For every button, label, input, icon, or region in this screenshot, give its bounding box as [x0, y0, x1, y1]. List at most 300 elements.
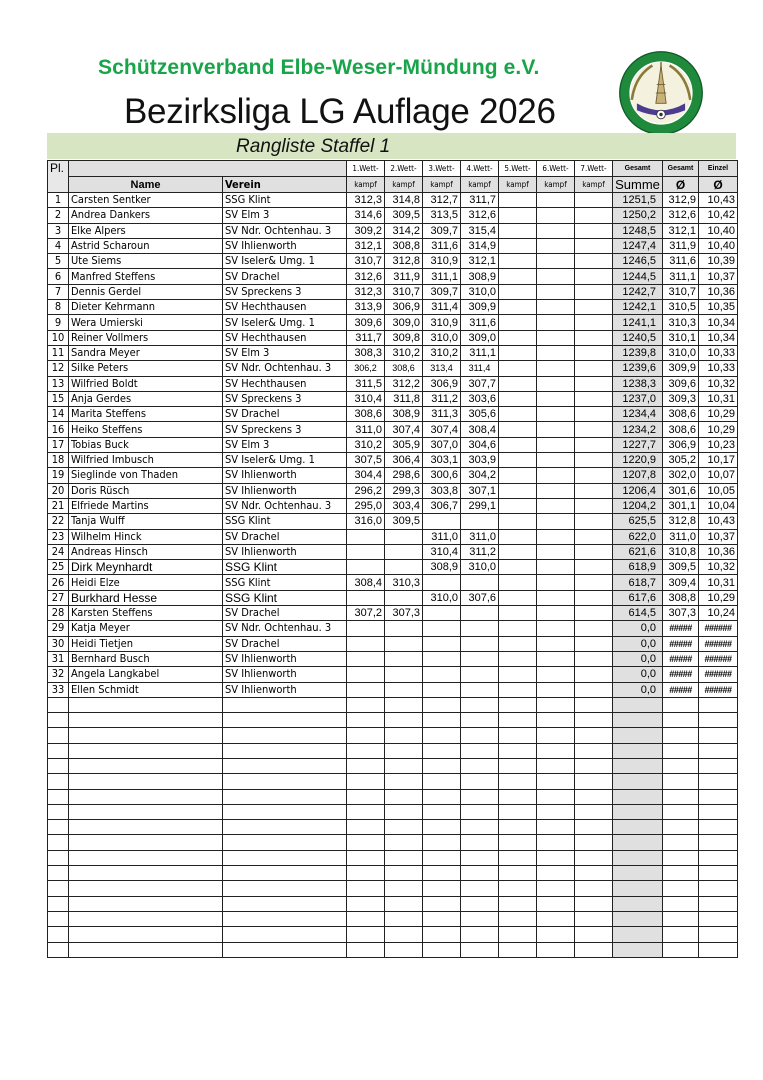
einzel-avg-cell: 10,39 — [699, 254, 738, 269]
empty-cell — [347, 804, 385, 819]
score-cell-wk6 — [537, 453, 575, 468]
score-cell-wk6 — [537, 606, 575, 621]
verein-cell: SV Ndr. Ochtenhau. 3 — [223, 498, 347, 513]
score-cell-wk6 — [537, 667, 575, 682]
avg-cell: 308,6 — [663, 422, 699, 437]
empty-cell — [699, 743, 738, 758]
score-cell-wk7 — [575, 284, 613, 299]
empty-cell — [347, 774, 385, 789]
table-row — [48, 544, 738, 559]
col-header-kampf: kampf — [575, 177, 613, 193]
score-cell-wk6 — [537, 208, 575, 223]
verein-cell: SV Ndr. Ochtenhau. 3 — [223, 621, 347, 636]
score-cell-wk2: 309,0 — [385, 315, 423, 330]
empty-cell — [347, 881, 385, 896]
empty-cell — [347, 743, 385, 758]
empty-cell — [385, 743, 423, 758]
empty-cell — [663, 758, 699, 773]
table-row — [48, 269, 738, 284]
verein-cell: SV Iseler& Umg. 1 — [223, 254, 347, 269]
empty-cell — [423, 728, 461, 743]
empty-cell — [461, 697, 499, 712]
score-cell-wk3: 312,7 — [423, 193, 461, 208]
score-cell-wk3: 303,8 — [423, 483, 461, 498]
summe-cell: 1246,5 — [613, 254, 663, 269]
empty-cell — [613, 835, 663, 850]
score-cell-wk2: 305,9 — [385, 437, 423, 452]
empty-cell — [699, 728, 738, 743]
score-cell-wk7 — [575, 498, 613, 513]
score-cell-wk5 — [499, 590, 537, 605]
empty-cell — [461, 758, 499, 773]
name-cell: Katja Meyer — [69, 621, 223, 636]
avg-cell: 305,2 — [663, 453, 699, 468]
score-cell-wk3: 306,7 — [423, 498, 461, 513]
score-cell-wk3 — [423, 606, 461, 621]
score-cell-wk5 — [499, 361, 537, 376]
einzel-avg-cell: 10,33 — [699, 345, 738, 360]
place-cell: 7 — [48, 284, 69, 299]
table-row — [48, 315, 738, 330]
empty-cell — [699, 820, 738, 835]
empty-cell — [461, 728, 499, 743]
empty-cell — [69, 758, 223, 773]
summe-cell: 0,0 — [613, 636, 663, 651]
table-row — [48, 208, 738, 223]
place-cell: 23 — [48, 529, 69, 544]
score-cell-wk3: 311,4 — [423, 300, 461, 315]
score-cell-wk5 — [499, 514, 537, 529]
table-row — [48, 407, 738, 422]
empty-cell — [537, 942, 575, 957]
score-cell-wk3 — [423, 636, 461, 651]
empty-cell — [613, 697, 663, 712]
score-cell-wk1 — [347, 636, 385, 651]
place-cell: 2 — [48, 208, 69, 223]
header-row-1 — [48, 161, 738, 177]
table-row — [48, 468, 738, 483]
empty-cell — [575, 774, 613, 789]
place-cell: 31 — [48, 651, 69, 666]
avg-cell: 306,9 — [663, 437, 699, 452]
table-row — [48, 621, 738, 636]
score-cell-wk2 — [385, 529, 423, 544]
empty-cell — [575, 942, 613, 957]
table-row — [48, 560, 738, 575]
place-cell: 12 — [48, 361, 69, 376]
empty-cell — [48, 789, 69, 804]
score-cell-wk7 — [575, 315, 613, 330]
verein-cell: SV Ihlienworth — [223, 238, 347, 253]
avg-cell: 307,3 — [663, 606, 699, 621]
score-cell-wk2: 310,7 — [385, 284, 423, 299]
score-cell-wk2: 314,8 — [385, 193, 423, 208]
empty-cell — [663, 896, 699, 911]
einzel-avg-cell: 10,36 — [699, 284, 738, 299]
name-cell: Heidi Tietjen — [69, 636, 223, 651]
table-row — [48, 330, 738, 345]
score-cell-wk1: 304,4 — [347, 468, 385, 483]
name-cell: Reiner Vollmers — [69, 330, 223, 345]
empty-cell — [499, 743, 537, 758]
empty-table-row — [48, 758, 738, 773]
empty-cell — [461, 820, 499, 835]
empty-cell — [48, 697, 69, 712]
name-cell: Bernhard Busch — [69, 651, 223, 666]
avg-cell: 302,0 — [663, 468, 699, 483]
empty-cell — [223, 896, 347, 911]
table-row — [48, 254, 738, 269]
name-cell: Elke Alpers — [69, 223, 223, 238]
score-cell-wk6 — [537, 514, 575, 529]
name-cell: Wilfried Boldt — [69, 376, 223, 391]
score-cell-wk3: 307,0 — [423, 437, 461, 452]
empty-cell — [223, 728, 347, 743]
einzel-avg-cell: 10,43 — [699, 514, 738, 529]
empty-cell — [537, 911, 575, 926]
empty-cell — [663, 804, 699, 819]
empty-cell — [613, 820, 663, 835]
verein-cell: SSG Klint — [223, 575, 347, 590]
einzel-avg-cell: 10,42 — [699, 208, 738, 223]
score-cell-wk4: 311,0 — [461, 529, 499, 544]
col-header-einzel-avg: Ø — [699, 177, 738, 193]
score-cell-wk2: 308,9 — [385, 407, 423, 422]
score-cell-wk3: 300,6 — [423, 468, 461, 483]
empty-cell — [48, 804, 69, 819]
avg-cell: 311,1 — [663, 269, 699, 284]
verein-cell: SSG Klint — [223, 560, 347, 575]
score-cell-wk4: 305,6 — [461, 407, 499, 422]
empty-cell — [663, 850, 699, 865]
score-cell-wk5 — [499, 208, 537, 223]
avg-cell: 310,1 — [663, 330, 699, 345]
table-row — [48, 636, 738, 651]
empty-cell — [385, 713, 423, 728]
score-cell-wk7 — [575, 682, 613, 697]
empty-cell — [423, 942, 461, 957]
place-cell: 9 — [48, 315, 69, 330]
empty-table-row — [48, 942, 738, 957]
place-cell: 25 — [48, 560, 69, 575]
empty-cell — [223, 911, 347, 926]
summe-cell: 1242,7 — [613, 284, 663, 299]
empty-cell — [663, 866, 699, 881]
name-cell: Astrid Scharoun — [69, 238, 223, 253]
score-cell-wk3: 311,0 — [423, 529, 461, 544]
score-cell-wk4: 311,1 — [461, 345, 499, 360]
name-cell: Marita Steffens — [69, 407, 223, 422]
col-header-kampf: kampf — [385, 177, 423, 193]
verein-cell: SV Spreckens 3 — [223, 391, 347, 406]
empty-table-row — [48, 774, 738, 789]
score-cell-wk6 — [537, 437, 575, 452]
table-row — [48, 300, 738, 315]
score-cell-wk6 — [537, 422, 575, 437]
empty-table-row — [48, 713, 738, 728]
score-cell-wk7 — [575, 330, 613, 345]
name-cell: Sandra Meyer — [69, 345, 223, 360]
score-cell-wk1: 309,2 — [347, 223, 385, 238]
empty-cell — [537, 804, 575, 819]
empty-table-row — [48, 911, 738, 926]
verein-cell: SV Drachel — [223, 529, 347, 544]
empty-cell — [499, 774, 537, 789]
name-cell: Elfriede Martins — [69, 498, 223, 513]
col-header-wk6: 6.Wett- — [537, 161, 575, 177]
score-cell-wk2: 308,6 — [385, 361, 423, 376]
empty-cell — [69, 713, 223, 728]
empty-table-row — [48, 835, 738, 850]
empty-cell — [69, 804, 223, 819]
score-cell-wk1 — [347, 682, 385, 697]
score-cell-wk5 — [499, 437, 537, 452]
score-cell-wk2 — [385, 590, 423, 605]
place-cell: 33 — [48, 682, 69, 697]
score-cell-wk7 — [575, 590, 613, 605]
empty-cell — [575, 850, 613, 865]
score-cell-wk4 — [461, 682, 499, 697]
table-row — [48, 453, 738, 468]
avg-cell: ##### — [663, 636, 699, 651]
empty-cell — [499, 713, 537, 728]
score-cell-wk2: 299,3 — [385, 483, 423, 498]
empty-cell — [223, 743, 347, 758]
page-title: Bezirksliga LG Auflage 2026 — [124, 92, 556, 131]
score-cell-wk1 — [347, 651, 385, 666]
score-cell-wk6 — [537, 284, 575, 299]
verein-cell: SV Ihlienworth — [223, 544, 347, 559]
empty-cell — [537, 697, 575, 712]
einzel-avg-cell: 10,33 — [699, 361, 738, 376]
score-cell-wk3: 310,9 — [423, 254, 461, 269]
empty-cell — [613, 713, 663, 728]
place-cell: 13 — [48, 376, 69, 391]
empty-cell — [663, 835, 699, 850]
score-cell-wk5 — [499, 468, 537, 483]
empty-cell — [347, 911, 385, 926]
empty-cell — [385, 835, 423, 850]
empty-cell — [69, 911, 223, 926]
empty-cell — [699, 697, 738, 712]
score-cell-wk5 — [499, 667, 537, 682]
table-row — [48, 437, 738, 452]
col-header-kampf: kampf — [499, 177, 537, 193]
score-cell-wk7 — [575, 468, 613, 483]
score-cell-wk1: 307,5 — [347, 453, 385, 468]
empty-cell — [699, 881, 738, 896]
score-cell-wk1: 307,2 — [347, 606, 385, 621]
score-cell-wk1: 295,0 — [347, 498, 385, 513]
score-cell-wk7 — [575, 238, 613, 253]
empty-cell — [423, 774, 461, 789]
table-row — [48, 223, 738, 238]
score-cell-wk6 — [537, 300, 575, 315]
empty-cell — [385, 804, 423, 819]
name-cell: Doris Rüsch — [69, 483, 223, 498]
name-cell: Ute Siems — [69, 254, 223, 269]
empty-cell — [347, 866, 385, 881]
empty-cell — [613, 942, 663, 957]
empty-cell — [461, 942, 499, 957]
place-cell: 4 — [48, 238, 69, 253]
empty-cell — [69, 896, 223, 911]
score-cell-wk2: 314,2 — [385, 223, 423, 238]
verein-cell: SV Ndr. Ochtenhau. 3 — [223, 361, 347, 376]
empty-table-row — [48, 881, 738, 896]
col-header-wk5: 5.Wett- — [499, 161, 537, 177]
summe-cell: 1242,1 — [613, 300, 663, 315]
summe-cell: 1237,0 — [613, 391, 663, 406]
empty-cell — [48, 911, 69, 926]
score-cell-wk6 — [537, 483, 575, 498]
score-cell-wk3: 310,0 — [423, 590, 461, 605]
empty-cell — [48, 896, 69, 911]
avg-cell: 311,0 — [663, 529, 699, 544]
empty-cell — [663, 942, 699, 957]
score-cell-wk2 — [385, 667, 423, 682]
score-cell-wk5 — [499, 560, 537, 575]
empty-cell — [461, 927, 499, 942]
score-cell-wk5 — [499, 223, 537, 238]
score-cell-wk2: 306,9 — [385, 300, 423, 315]
empty-cell — [613, 881, 663, 896]
empty-cell — [223, 850, 347, 865]
col-header-summe: Summe — [613, 177, 663, 193]
score-cell-wk7 — [575, 208, 613, 223]
score-cell-wk3: 308,9 — [423, 560, 461, 575]
verein-cell: SV Ihlienworth — [223, 468, 347, 483]
avg-cell: 310,0 — [663, 345, 699, 360]
avg-cell: 309,4 — [663, 575, 699, 590]
empty-cell — [613, 911, 663, 926]
summe-cell: 1207,8 — [613, 468, 663, 483]
score-cell-wk2: 311,8 — [385, 391, 423, 406]
score-cell-wk6 — [537, 330, 575, 345]
summe-cell: 1244,5 — [613, 269, 663, 284]
empty-cell — [575, 743, 613, 758]
verein-cell: SV Spreckens 3 — [223, 422, 347, 437]
name-cell: Tobias Buck — [69, 437, 223, 452]
empty-cell — [499, 866, 537, 881]
empty-cell — [699, 866, 738, 881]
score-cell-wk5 — [499, 651, 537, 666]
score-cell-wk7 — [575, 391, 613, 406]
einzel-avg-cell: 10,07 — [699, 468, 738, 483]
score-cell-wk5 — [499, 254, 537, 269]
score-cell-wk6 — [537, 269, 575, 284]
empty-cell — [223, 713, 347, 728]
score-cell-wk1: 308,6 — [347, 407, 385, 422]
verein-cell: SV Ihlienworth — [223, 483, 347, 498]
empty-cell — [499, 942, 537, 957]
score-cell-wk6 — [537, 407, 575, 422]
summe-cell: 1206,4 — [613, 483, 663, 498]
score-cell-wk4 — [461, 636, 499, 651]
avg-cell: 312,1 — [663, 223, 699, 238]
empty-cell — [347, 713, 385, 728]
col-header-wk4: 4.Wett- — [461, 161, 499, 177]
avg-cell: ##### — [663, 621, 699, 636]
empty-cell — [423, 758, 461, 773]
score-cell-wk6 — [537, 651, 575, 666]
empty-cell — [663, 789, 699, 804]
score-cell-wk6 — [537, 254, 575, 269]
empty-cell — [423, 866, 461, 881]
avg-cell: 311,6 — [663, 254, 699, 269]
empty-cell — [499, 820, 537, 835]
verein-cell: SV Iseler& Umg. 1 — [223, 315, 347, 330]
place-cell: 14 — [48, 407, 69, 422]
table-row — [48, 575, 738, 590]
place-cell: 26 — [48, 575, 69, 590]
score-cell-wk4 — [461, 621, 499, 636]
score-cell-wk3: 310,9 — [423, 315, 461, 330]
place-cell: 16 — [48, 422, 69, 437]
empty-cell — [385, 911, 423, 926]
score-cell-wk4: 307,1 — [461, 483, 499, 498]
empty-cell — [223, 927, 347, 942]
score-cell-wk2 — [385, 560, 423, 575]
score-cell-wk4 — [461, 514, 499, 529]
place-cell: 18 — [48, 453, 69, 468]
score-cell-wk4 — [461, 667, 499, 682]
empty-cell — [699, 774, 738, 789]
empty-cell — [537, 866, 575, 881]
score-cell-wk7 — [575, 606, 613, 621]
empty-cell — [48, 713, 69, 728]
empty-cell — [699, 789, 738, 804]
col-header-kampf: kampf — [347, 177, 385, 193]
col-header-wk3: 3.Wett- — [423, 161, 461, 177]
score-cell-wk1 — [347, 590, 385, 605]
score-cell-wk3 — [423, 621, 461, 636]
score-cell-wk6 — [537, 560, 575, 575]
score-cell-wk5 — [499, 300, 537, 315]
empty-cell — [48, 850, 69, 865]
score-cell-wk1: 308,4 — [347, 575, 385, 590]
verein-cell: SSG Klint — [223, 514, 347, 529]
empty-cell — [537, 713, 575, 728]
score-cell-wk5 — [499, 376, 537, 391]
empty-cell — [48, 774, 69, 789]
name-cell: Burkhard Hesse — [69, 590, 223, 605]
score-cell-wk5 — [499, 575, 537, 590]
score-cell-wk4 — [461, 651, 499, 666]
summe-cell: 1227,7 — [613, 437, 663, 452]
score-cell-wk4: 312,1 — [461, 254, 499, 269]
score-cell-wk4: 309,9 — [461, 300, 499, 315]
score-cell-wk5 — [499, 544, 537, 559]
col-header-verein: Verein — [223, 177, 347, 193]
score-cell-wk2: 312,2 — [385, 376, 423, 391]
empty-cell — [575, 881, 613, 896]
empty-cell — [499, 728, 537, 743]
score-cell-wk4: 307,6 — [461, 590, 499, 605]
empty-cell — [663, 697, 699, 712]
score-cell-wk3 — [423, 682, 461, 697]
summe-cell: 1204,2 — [613, 498, 663, 513]
empty-cell — [385, 942, 423, 957]
empty-cell — [537, 927, 575, 942]
score-cell-wk5 — [499, 407, 537, 422]
empty-cell — [613, 866, 663, 881]
score-cell-wk6 — [537, 621, 575, 636]
col-header-name: Name — [69, 177, 223, 193]
score-cell-wk2: 308,8 — [385, 238, 423, 253]
score-cell-wk1: 310,4 — [347, 391, 385, 406]
empty-cell — [69, 743, 223, 758]
